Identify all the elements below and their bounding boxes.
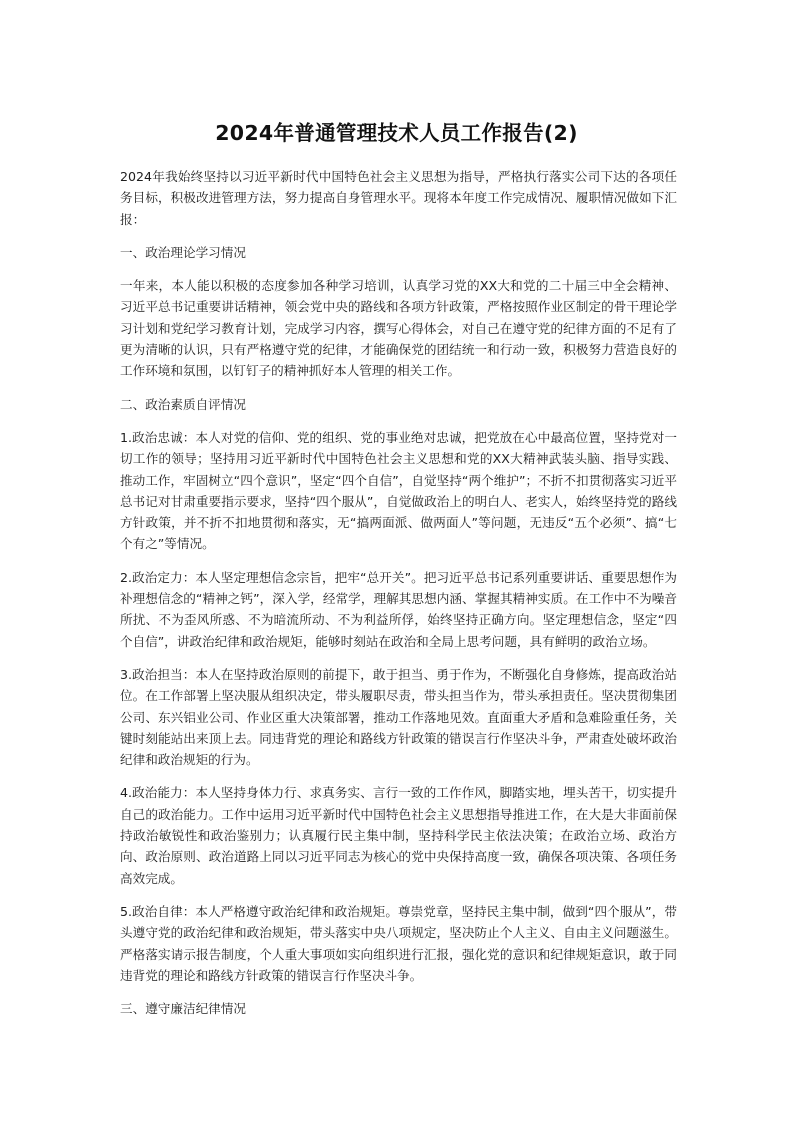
intro-paragraph: 2024年我始终坚持以习近平新时代中国特色社会主义思想为指导，严格执行落实公司下达的各项任务目标，积极改进管理方法，努力提高自身管理水平。现将本年度工作完成情况、履职情况做如下汇报： [120,169,677,227]
paragraph-political-resolve: 2.政治定力：本人坚定理想信念宗旨，把牢“总开关”。把习近平总书记系列重要讲话、重要思想作为补理想信念的“精神之钙”，深入学，经常学，理解其思想内涵、掌握其精神实质。在工作中不为噪音所扰、不为歪风所惑、不为暗流所动、不为利益所俘，始终坚持正确方向。坚定理想信念，坚定“四个自信”，讲政治纪律和政治规矩，能够时刻站在政治和全局上思考问题，具有鲜明的政治立场。 [120,569,677,649]
paragraph-political-theory: 一年来，本人能以积极的态度参加各种学习培训，认真学习党的XX大和党的二十届三中全会精神、习近平总书记重要讲话精神，领会党中央的路线和各项方针政策，严格按照作业区制定的骨干理论学习计划和党纪学习教育计划，完成学习内容，撰写心得体会，对自己在遵守党的纪律方面的不足有了更为清晰的认识，只有严格遵守党的纪律，才能确保党的团结统一和行动一致，积极努力营造良好的工作环境和氛围，以钉钉子的精神抓好本人管理的相关工作。 [120,278,677,379]
section-heading-political-theory: 一、政治理论学习情况 [120,244,246,260]
paragraph-political-self-discipline: 5.政治自律：本人严格遵守政治纪律和政治规矩。尊崇党章，坚持民主集中制，做到“四个服从”，带头遵守党的政治纪律和政治规矩，带头落实中央八项规定，坚决防止个人主义、自由主义问题滋生。严格落实请示报告制度，个人重大事项如实向组织进行汇报，强化党的意识和纪律规矩意识，敢于同违背党的理论和路线方针政策的错误言行作坚决斗争。 [120,903,677,983]
paragraph-political-responsibility: 3.政治担当：本人在坚持政治原则的前提下，敢于担当、勇于作为，不断强化自身修炼，提高政治站位。在工作部署上坚决服从组织决定，带头履职尽责，带头担当作为，带头承担责任。坚决贯彻集团公司、东兴铝业公司、作业区重大决策部署，推动工作落地见效。直面重大矛盾和急难险重任务，关键时刻能站出来顶上去。同违背党的理论和路线方针政策的错误言行作坚决斗争，严肃查处破坏政治纪律和政治规矩的行为。 [120,666,677,768]
section-heading-integrity-discipline: 三、遵守廉洁纪律情况 [120,1001,246,1017]
paragraph-political-ability: 4.政治能力：本人坚持身体力行、求真务实、言行一致的工作作风，脚踏实地，埋头苦干，切实提升自己的政治能力。工作中运用习近平新时代中国特色社会主义思想指导推进工作，在大是大非面前保持政治敏锐性和政治鉴别力；认真履行民主集中制，坚持科学民主依法决策；在政治立场、政治方向、政治原则、政治道路上同以习近平同志为核心的党中央保持高度一致，确保各项决策、各项任务高效完成。 [120,785,677,886]
paragraph-political-loyalty: 1.政治忠诚：本人对党的信仰、党的组织、党的事业绝对忠诚，把党放在心中最高位置，坚持党对一切工作的领导；坚持用习近平新时代中国特色社会主义思想和党的XX大精神武装头脑、指导实践、推动工作，牢固树立“四个意识”，坚定“四个自信”，自觉坚持“两个维护”；不折不扣贯彻落实习近平总书记对甘肃重要指示要求，坚持“四个服从”，自觉做政治上的明白人、老实人，始终坚持党的路线方针政策，并不折不扣地贯彻和落实，无“搞两面派、做两面人”等问题，无违反“五个必须”、搞“七个有之”等情况。 [120,429,677,552]
document-body [120,166,677,1031]
document-title: 2024年普通管理技术人员工作报告(2) [215,121,578,145]
section-heading-political-quality: 二、政治素质自评情况 [120,396,246,412]
